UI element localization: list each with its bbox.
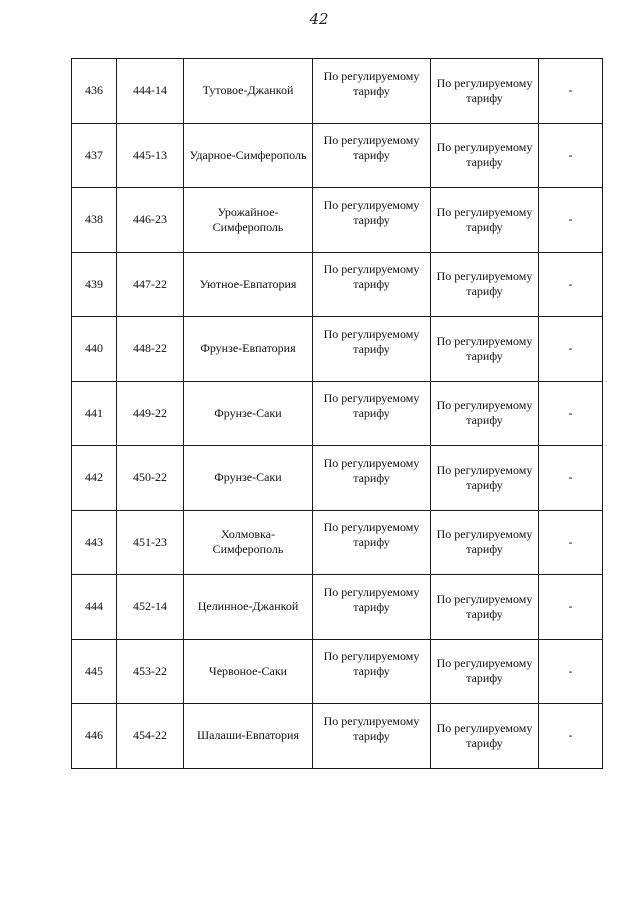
route-name-cell — [184, 188, 313, 253]
route-code-cell — [117, 704, 184, 769]
table-row — [72, 704, 603, 769]
route-code-cell — [117, 317, 184, 382]
tariff-a-cell-text: По регулируемому тарифу — [323, 584, 420, 614]
row-number-cell-text: 441 — [85, 405, 103, 420]
tariff-b-cell-text: По регулируемому тарифу — [436, 75, 533, 105]
row-number-cell-text: 444 — [85, 599, 103, 614]
route-code-cell — [117, 252, 184, 317]
extra-cell-text: - — [568, 341, 573, 356]
tariff-a-cell-text: По регулируемому тарифу — [323, 520, 420, 550]
row-number-cell-text: 439 — [85, 276, 103, 291]
routes-table — [71, 58, 603, 769]
route-code-cell — [117, 510, 184, 575]
route-code-cell-text: 448-22 — [133, 341, 167, 356]
extra-cell — [539, 704, 603, 769]
route-name-cell-text: Фрунзе-Евпатория — [200, 341, 296, 356]
tariff-b-cell — [431, 381, 539, 446]
extra-cell — [539, 317, 603, 382]
route-code-cell-text: 450-22 — [133, 470, 167, 485]
tariff-a-cell — [313, 188, 431, 253]
tariff-a-cell-text: По регулируемому тарифу — [323, 326, 420, 356]
tariff-b-cell — [431, 188, 539, 253]
extra-cell — [539, 252, 603, 317]
extra-cell-text: - — [568, 534, 573, 549]
row-number-cell — [72, 446, 117, 511]
route-code-cell-text: 449-22 — [133, 405, 167, 420]
extra-cell-text: - — [568, 405, 573, 420]
table-row — [72, 446, 603, 511]
row-number-cell-text: 440 — [85, 341, 103, 356]
tariff-a-cell-text: По регулируемому тарифу — [323, 197, 420, 227]
tariff-b-cell — [431, 575, 539, 640]
route-name-cell — [184, 446, 313, 511]
tariff-a-cell — [313, 639, 431, 704]
row-number-cell — [72, 381, 117, 446]
row-number-cell — [72, 188, 117, 253]
tariff-b-cell-text: По регулируемому тарифу — [436, 720, 533, 750]
row-number-cell — [72, 575, 117, 640]
tariff-b-cell-text: По регулируемому тарифу — [436, 269, 533, 299]
route-code-cell — [117, 575, 184, 640]
row-number-cell — [72, 252, 117, 317]
row-number-cell-text: 437 — [85, 147, 103, 162]
tariff-a-cell-text: По регулируемому тарифу — [323, 262, 420, 292]
tariff-a-cell-text: По регулируемому тарифу — [323, 649, 420, 679]
tariff-b-cell — [431, 704, 539, 769]
table-row — [72, 575, 603, 640]
row-number-cell-text: 442 — [85, 470, 103, 485]
tariff-a-cell-text: По регулируемому тарифу — [323, 68, 420, 98]
extra-cell — [539, 59, 603, 124]
route-name-cell — [184, 123, 313, 188]
tariff-a-cell — [313, 381, 431, 446]
route-name-cell-text: Урожайное-Симферополь — [212, 204, 284, 234]
row-number-cell — [72, 704, 117, 769]
route-name-cell — [184, 510, 313, 575]
table-row — [72, 510, 603, 575]
tariff-a-cell — [313, 252, 431, 317]
page-number: 42 — [309, 10, 329, 28]
route-code-cell-text: 447-22 — [133, 276, 167, 291]
tariff-b-cell — [431, 446, 539, 511]
tariff-a-cell-text: По регулируемому тарифу — [323, 133, 420, 163]
tariff-a-cell — [313, 59, 431, 124]
route-name-cell — [184, 639, 313, 704]
extra-cell — [539, 123, 603, 188]
row-number-cell-text: 446 — [85, 728, 103, 743]
tariff-b-cell — [431, 317, 539, 382]
route-name-cell — [184, 317, 313, 382]
route-name-cell-text: Шалаши-Евпатория — [197, 728, 299, 743]
route-code-cell-text: 451-23 — [133, 534, 167, 549]
route-code-cell-text: 444-14 — [133, 83, 167, 98]
route-code-cell — [117, 381, 184, 446]
extra-cell-text: - — [568, 276, 573, 291]
route-code-cell — [117, 639, 184, 704]
route-name-cell-text: Целинное-Джанкой — [197, 599, 299, 614]
tariff-a-cell — [313, 510, 431, 575]
row-number-cell — [72, 639, 117, 704]
route-name-cell-text: Фрунзе-Саки — [214, 405, 282, 420]
tariff-b-cell — [431, 59, 539, 124]
extra-cell-text: - — [568, 83, 573, 98]
table-row — [72, 252, 603, 317]
tariff-a-cell — [313, 704, 431, 769]
row-number-cell — [72, 59, 117, 124]
tariff-b-cell — [431, 639, 539, 704]
table-row — [72, 59, 603, 124]
route-name-cell-text: Холмовка-Симферополь — [212, 527, 284, 557]
route-name-cell — [184, 575, 313, 640]
row-number-cell-text: 443 — [85, 534, 103, 549]
route-code-cell-text: 454-22 — [133, 728, 167, 743]
route-name-cell-text: Тутовое-Джанкой — [202, 83, 294, 98]
table-row — [72, 381, 603, 446]
tariff-b-cell-text: По регулируемому тарифу — [436, 140, 533, 170]
route-name-cell-text: Ударное-Симферополь — [189, 147, 307, 162]
tariff-a-cell — [313, 317, 431, 382]
extra-cell-text: - — [568, 147, 573, 162]
tariff-a-cell — [313, 123, 431, 188]
row-number-cell-text: 438 — [85, 212, 103, 227]
route-code-cell-text: 453-22 — [133, 663, 167, 678]
route-code-cell — [117, 59, 184, 124]
extra-cell-text: - — [568, 663, 573, 678]
route-code-cell-text: 452-14 — [133, 599, 167, 614]
route-name-cell — [184, 704, 313, 769]
tariff-a-cell — [313, 575, 431, 640]
route-code-cell — [117, 188, 184, 253]
row-number-cell — [72, 510, 117, 575]
extra-cell-text: - — [568, 212, 573, 227]
route-name-cell-text: Червоное-Саки — [208, 663, 288, 678]
row-number-cell-text: 445 — [85, 663, 103, 678]
table-row — [72, 188, 603, 253]
tariff-b-cell-text: По регулируемому тарифу — [436, 462, 533, 492]
extra-cell-text: - — [568, 470, 573, 485]
route-code-cell — [117, 123, 184, 188]
extra-cell — [539, 381, 603, 446]
tariff-a-cell-text: По регулируемому тарифу — [323, 713, 420, 743]
tariff-b-cell-text: По регулируемому тарифу — [436, 591, 533, 621]
tariff-b-cell-text: По регулируемому тарифу — [436, 656, 533, 686]
tariff-b-cell-text: По регулируемому тарифу — [436, 527, 533, 557]
row-number-cell — [72, 123, 117, 188]
tariff-b-cell — [431, 252, 539, 317]
tariff-b-cell-text: По регулируемому тарифу — [436, 204, 533, 234]
route-name-cell-text: Уютное-Евпатория — [199, 276, 297, 291]
extra-cell — [539, 510, 603, 575]
row-number-cell — [72, 317, 117, 382]
tariff-a-cell-text: По регулируемому тарифу — [323, 455, 420, 485]
extra-cell — [539, 446, 603, 511]
route-code-cell-text: 445-13 — [133, 147, 167, 162]
tariff-a-cell — [313, 446, 431, 511]
extra-cell-text: - — [568, 728, 573, 743]
extra-cell — [539, 639, 603, 704]
extra-cell — [539, 188, 603, 253]
route-name-cell — [184, 252, 313, 317]
extra-cell — [539, 575, 603, 640]
table-row — [72, 317, 603, 382]
tariff-b-cell — [431, 510, 539, 575]
table-row — [72, 123, 603, 188]
route-code-cell — [117, 446, 184, 511]
route-name-cell-text: Фрунзе-Саки — [214, 470, 282, 485]
tariff-b-cell-text: По регулируемому тарифу — [436, 398, 533, 428]
tariff-b-cell — [431, 123, 539, 188]
table-row — [72, 639, 603, 704]
tariff-a-cell-text: По регулируемому тарифу — [323, 391, 420, 421]
routes-table-body — [72, 59, 603, 769]
tariff-b-cell-text: По регулируемому тарифу — [436, 333, 533, 363]
route-code-cell-text: 446-23 — [133, 212, 167, 227]
route-name-cell — [184, 381, 313, 446]
row-number-cell-text: 436 — [85, 83, 103, 98]
extra-cell-text: - — [568, 599, 573, 614]
route-name-cell — [184, 59, 313, 124]
